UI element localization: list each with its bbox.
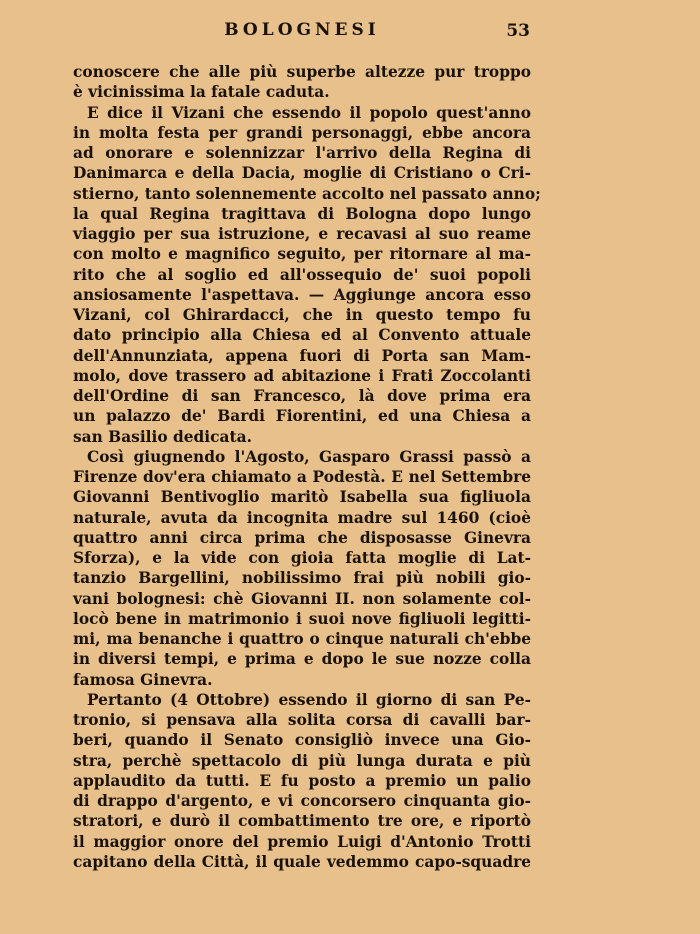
text-line: naturale, avuta da incognita madre sul 1460 (cioè [73,508,531,527]
text-line: tanzio Bargellini, nobilissimo frai più nobili gio- [73,569,531,588]
text-line: E dice il Vizani che essendo il popolo quest'anno [87,103,531,122]
text-line: rito che al soglio ed all'ossequio de' suoi popoli [73,265,531,284]
text-line: in molta festa per grandi personaggi, ebbe ancora [73,123,531,142]
text-line: è vicinissima la fatale caduta. [73,83,330,102]
text-line: vani bolognesi: chè Giovanni II. non solamente col- [73,589,531,608]
text-line: il maggior onore del premio Luigi d'Antonio Trotti [73,832,531,851]
text-line: ansiosamente l'aspettava. — Aggiunge ancora esso [73,285,531,304]
text-line: la qual Regina tragittava di Bologna dopo lungo [73,204,531,223]
text-line: di drappo d'argento, e vi concorsero cinquanta gio- [73,792,531,810]
text-line: Sforza), e la vide con gioia fatta moglie di Lat- [73,549,531,567]
text-line: san Basilio dedicata. [73,427,252,446]
text-line: dell'Annunziata, appena fuori di Porta san Mam- [73,346,531,365]
running-head: BOLOGNESI [224,20,380,40]
text-line: capitano della Città, il quale vedemmo capo-squadre [73,852,531,871]
text-line: stratori, e durò il combattimento tre ore, e riportò [73,812,531,831]
text-line: Così giugnendo l'Agosto, Gasparo Grassi passò a [87,447,531,466]
text-line: Firenze dov'era chiamato a Podestà. E nel Settembre [73,468,531,486]
text-line: ad onorare e solennizzar l'arrivo della Regina di [73,144,531,162]
text-line: stierno, tanto solennemente accolto nel passato anno; [73,184,541,203]
body-text [73,62,541,872]
text-line: applaudito da tutti. E fu posto a premio un palio [73,771,531,790]
text-line: conoscere che alle più superbe altezze pur troppo [73,63,531,81]
text-line: famosa Ginevra. [73,670,213,689]
text-line: un palazzo de' Bardi Fiorentini, ed una Chiesa a [73,407,531,426]
text-line: quattro anni circa prima che disposasse Ginevra [73,528,531,547]
text-line: in diversi tempi, e prima e dopo le sue nozze colla [73,650,531,669]
text-line: mi, ma benanche i quattro o cinque naturali ch'ebbe [73,630,531,648]
text-line: viaggio per sua istruzione, e recavasi al suo reame [73,225,531,243]
text-line: beri, quando il Senato consigliò invece una Gio- [73,731,531,750]
text-line: dato principio alla Chiesa ed al Convento attuale [73,326,531,345]
text-line: Giovanni Bentivoglio maritò Isabella sua figliuola [73,488,531,507]
page-number: 53 [506,21,530,41]
text-line: con molto e magnifico seguito, per ritornare al ma- [73,245,531,264]
text-line: molo, dove trassero ad abitazione i Frati Zoccolanti [73,366,531,385]
page-header [74,20,530,46]
text-line: dell'Ordine di san Francesco, là dove prima era [73,387,531,405]
text-line: stra, perchè spettacolo di più lunga durata e più [73,751,531,770]
text-line: Pertanto (4 Ottobre) essendo il giorno di san Pe- [87,690,531,709]
text-line: Vizani, col Ghirardacci, che in questo tempo fu [73,306,531,324]
text-line: Danimarca e della Dacia, moglie di Cristiano o Cri- [73,164,531,183]
text-line: tronio, si pensava alla solita corsa di cavalli bar- [73,711,531,729]
text-line: locò bene in matrimonio i suoi nove figliuoli legitti- [73,609,531,628]
